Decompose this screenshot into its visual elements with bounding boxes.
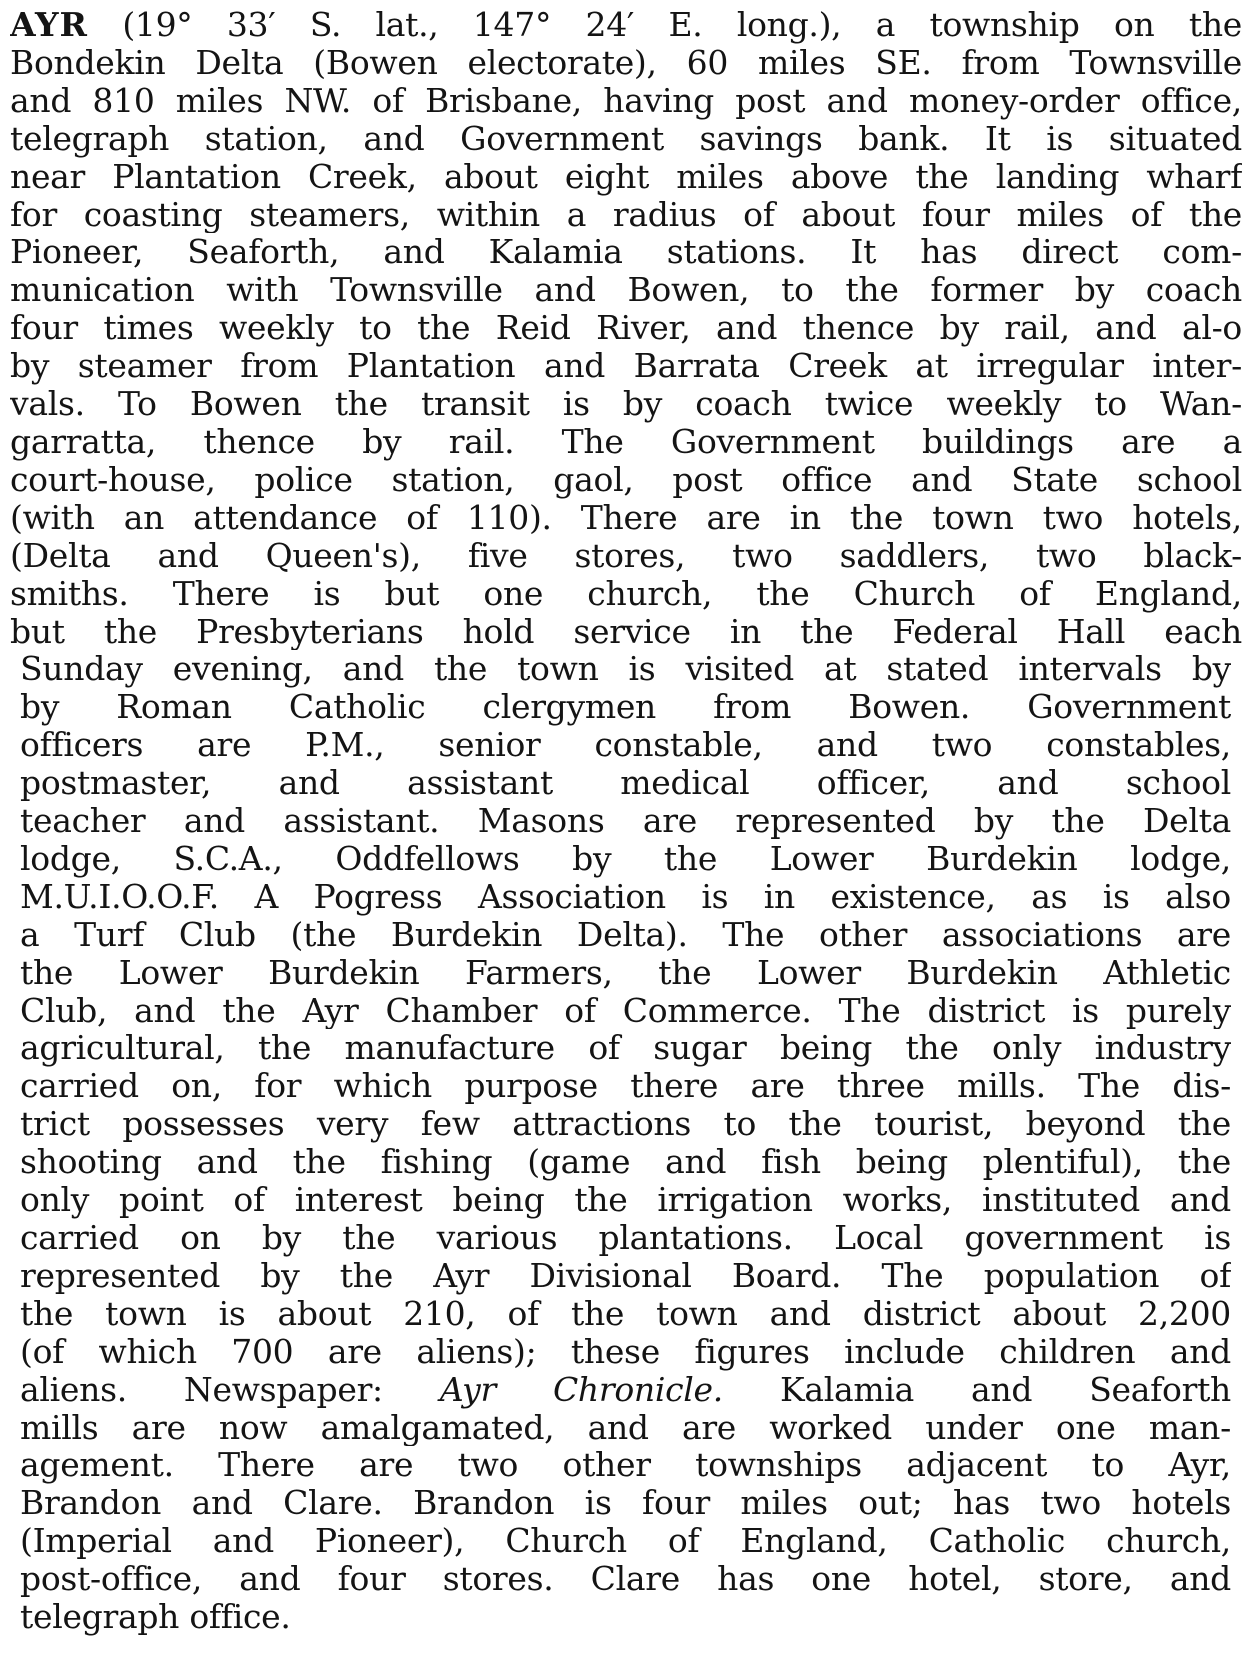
text-line: (with an attendance of 110). There are in the town two hotels, [10, 498, 1242, 537]
text-line: but the Presbyterians hold service in the Federal Hall each [10, 612, 1242, 651]
headword: AYR [10, 6, 88, 44]
text-line: teacher and assistant. Masons are represented by the Delta [20, 802, 1231, 840]
line-text: (19° 33′ S. lat., 147° 24′ E. long.), a township on the [87, 6, 1242, 44]
text-line: trict possesses very few attractions to the tourist, beyond the [20, 1105, 1231, 1144]
text-line: a Turf Club (the Burdekin Delta). The other associations are [20, 915, 1231, 954]
text-line: post-office, and four stores. Clare has one hotel, store, and [20, 1560, 1231, 1599]
text-line: Pioneer, Seaforth, and Kalamia stations. It has direct com- [10, 233, 1242, 272]
text-line: (Imperial and Pioneer), Church of England, Catholic church, [20, 1522, 1231, 1561]
text-line: shooting and the fishing (game and fish being plentiful), the [20, 1143, 1231, 1182]
text-line: Club, and the Ayr Chamber of Commerce. The district is purely [20, 991, 1231, 1030]
text-line: postmaster, and assistant medical officer, and school [20, 764, 1231, 803]
text-line: near Plantation Creek, about eight miles above the landing wharf [10, 157, 1242, 196]
text-line: carried on by the various plantations. Local government is [20, 1219, 1231, 1257]
text-line: munication with Townsville and Bowen, to the former by coach [10, 271, 1242, 310]
text-line: mills are now amalgamated, and are worked under one man- [20, 1408, 1231, 1447]
text-line: lodge, S.C.A., Oddfellows by the Lower Burdekin lodge, [20, 839, 1231, 878]
line-text: aliens. Newspaper: [20, 1370, 440, 1409]
text-line: agricultural, the manufacture of sugar being the only industry [20, 1029, 1231, 1068]
text-line: (Delta and Queen's), five stores, two saddlers, two black- [10, 536, 1242, 575]
text-line: M.U.I.O.O.F. A Pogress Association is in existence, as is also [20, 877, 1231, 916]
text-line: court-house, police station, gaol, post office and State school [10, 460, 1242, 499]
text-line: telegraph station, and Government savings bank. It is situated [10, 119, 1242, 158]
text-line: Brandon and Clare. Brandon is four miles out; has two hotels [20, 1484, 1231, 1523]
text-line: agement. There are two other townships adjacent to Ayr, [20, 1446, 1231, 1485]
text-line [10, 1371, 1231, 1409]
text-line: Bondekin Delta (Bowen electorate), 60 miles SE. from Townsville [10, 43, 1242, 82]
text-line: telegraph office. [20, 1598, 291, 1636]
text-line: represented by the Ayr Divisional Board. The population of [20, 1256, 1231, 1295]
line-text: Kalamia and Seaforth [722, 1370, 1231, 1409]
newspaper-title: Ayr Chronicle. [439, 1370, 723, 1409]
text-line: only point of interest being the irrigation works, instituted and [20, 1181, 1231, 1219]
text-line: the town is about 210, of the town and district about 2,200 [20, 1294, 1231, 1333]
text-line: the Lower Burdekin Farmers, the Lower Burdekin Athletic [20, 953, 1231, 992]
text-line: officers are P.M., senior constable, and two constables, [20, 726, 1231, 765]
text-line: four times weekly to the Reid River, and thence by rail, and al-o [10, 309, 1242, 348]
text-line: Sunday evening, and the town is visited at stated intervals by [20, 650, 1231, 689]
text-line: smiths. There is but one church, the Church of England, [10, 574, 1242, 613]
text-line: by steamer from Plantation and Barrata Creek at irregular inter- [10, 347, 1242, 386]
text-line: for coasting steamers, within a radius of about four miles of the [10, 195, 1242, 234]
text-line: carried on, for which purpose there are three mills. The dis- [20, 1067, 1231, 1106]
text-line: and 810 miles NW. of Brisbane, having post and money-order office, [10, 81, 1242, 120]
text-line [10, 6, 1242, 44]
text-line: by Roman Catholic clergymen from Bowen. Government [20, 688, 1231, 727]
text-line: (of which 700 are aliens); these figures include children and [20, 1332, 1231, 1371]
text-line: garratta, thence by rail. The Government buildings are a [10, 422, 1242, 461]
gazetteer-entry [10, 6, 1242, 1636]
text-line: vals. To Bowen the transit is by coach twice weekly to Wan- [10, 385, 1242, 423]
